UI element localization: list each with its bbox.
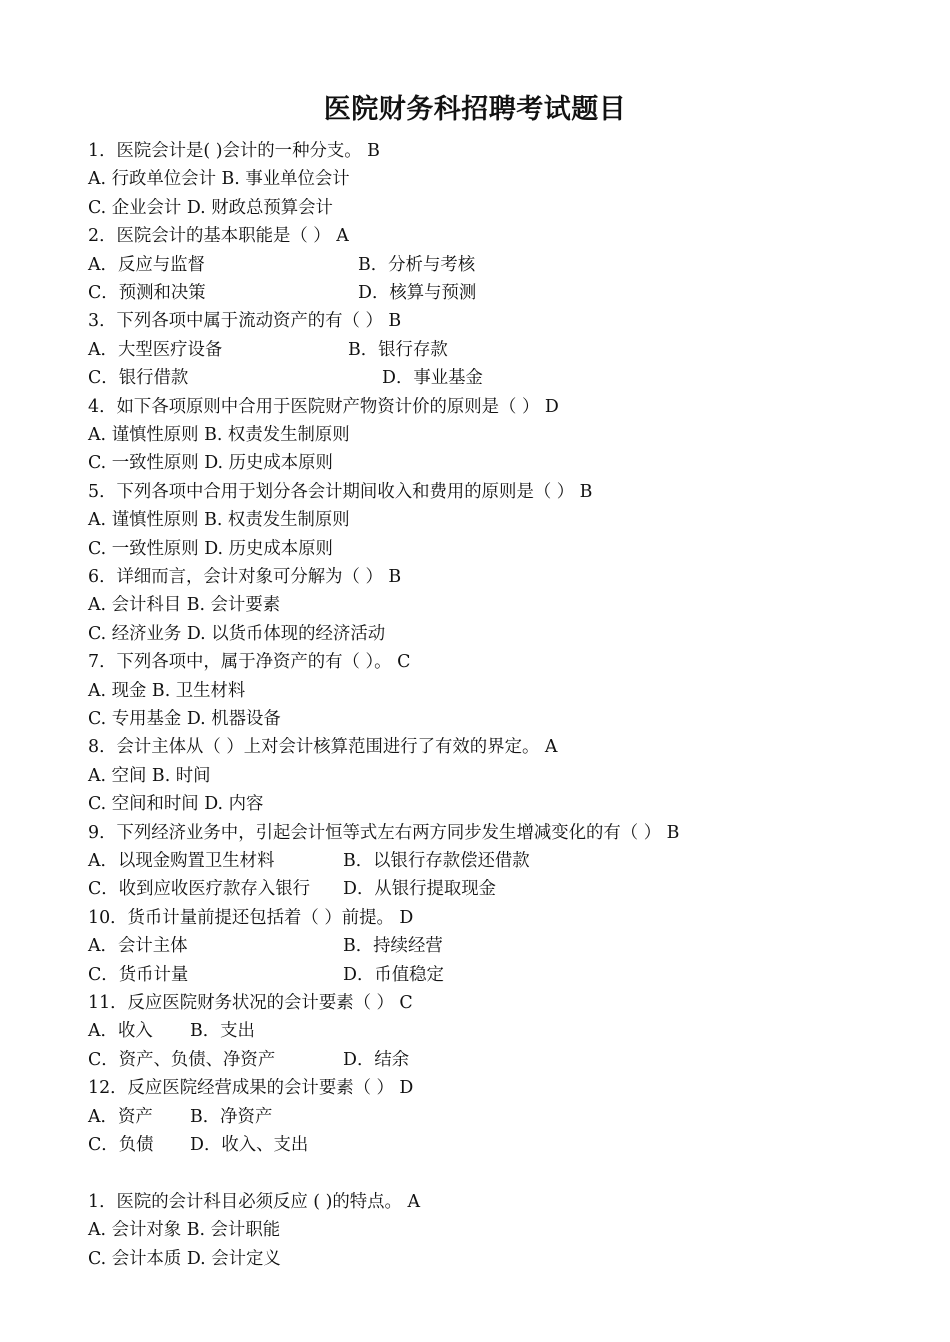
option-row [88, 1019, 255, 1043]
option-line: A. 会计对象 B. 会计职能 [88, 1220, 281, 1241]
question-text: 6．详细而言，会计对象可分解为（ ） B [88, 567, 402, 587]
option-line: A. 会计科目 B. 会计要素 [88, 595, 281, 616]
option-row [88, 281, 477, 305]
question-text: 3．下列各项中属于流动资产的有（ ） B [88, 311, 402, 332]
option-left: C．收到应收医疗款存入银行 [88, 879, 310, 900]
option-line: C. 专用基金 D. 机器设备 [88, 709, 281, 729]
question-text: 8．会计主体从（ ）上对会计核算范围进行了有效的界定。 A [88, 737, 558, 758]
option-left: C．货币计量 [88, 964, 189, 985]
option-left: A．大型医疗设备 [88, 339, 223, 360]
option-row [88, 1133, 309, 1157]
option-right: B．支出 [190, 1021, 255, 1042]
question-text: 10．货币计量前提还包括着（ ）前提。 D [88, 907, 414, 928]
option-row [88, 338, 448, 362]
option-right: D．核算与预测 [358, 283, 477, 303]
option-row [88, 366, 483, 390]
option-line: A. 空间 B. 时间 [88, 765, 211, 786]
option-left: C．资产、负债、净资产 [88, 1049, 276, 1070]
option-left: C．负债 [88, 1135, 154, 1155]
option-left: A．资产 [88, 1106, 153, 1127]
option-left: A．反应与监督 [88, 254, 205, 275]
question-text: 1．医院会计是( )会计的一种分支。 B [88, 141, 380, 161]
question-text: 2．医院会计的基本职能是（ ） A [88, 226, 349, 247]
option-left: A．收入 [88, 1021, 153, 1042]
question-text: 4．如下各项原则中合用于医院财产物资计价的原则是（ ） D [88, 396, 559, 417]
question-text: 12．反应医院经营成果的会计要素（ ） D [88, 1078, 414, 1099]
option-row [88, 849, 530, 873]
option-right: D．事业基金 [382, 368, 483, 389]
option-right: B．以银行存款偿还借款 [343, 851, 530, 871]
option-right: B．净资产 [190, 1106, 273, 1127]
question-text: 1．医院的会计科目必须反应 ( )的特点。 A [88, 1191, 421, 1212]
option-right: D．收入、支出 [190, 1135, 309, 1155]
option-row [88, 1105, 273, 1129]
page-title: 医院财务科招聘考试题目 [323, 94, 627, 125]
option-line: C. 一致性原则 D. 历史成本原则 [88, 538, 333, 559]
question-text: 5．下列各项中合用于划分各会计期间收入和费用的原则是（ ） B [88, 481, 593, 502]
option-line: A. 现金 B. 卫生材料 [88, 680, 246, 701]
option-row [88, 1048, 410, 1072]
option-row [88, 934, 443, 958]
question-text: 11．反应医院财务状况的会计要素（ ） C [88, 993, 413, 1013]
option-line: C. 会计本质 D. 会计定义 [88, 1248, 281, 1269]
option-left: A．会计主体 [88, 936, 188, 957]
option-line: C. 空间和时间 D. 内容 [88, 794, 264, 815]
option-left: A．以现金购置卫生材料 [88, 851, 275, 871]
option-right: B．银行存款 [348, 339, 448, 360]
option-left: C．银行借款 [88, 368, 189, 389]
option-right: D．从银行提取现金 [343, 879, 497, 900]
option-right: B．持续经营 [343, 936, 443, 957]
option-line: C. 一致性原则 D. 历史成本原则 [88, 453, 333, 474]
question-text: 7．下列各项中，属于净资产的有（ ）。 C [88, 652, 411, 673]
option-right: B．分析与考核 [358, 254, 476, 275]
option-row [88, 963, 444, 987]
question-text: 9．下列经济业务中，引起会计恒等式左右两方同步发生增减变化的有（ ） B [88, 822, 680, 843]
option-line: A. 谨慎性原则 B. 权责发生制原则 [88, 425, 350, 445]
option-line: A. 谨慎性原则 B. 权责发生制原则 [88, 510, 350, 531]
option-line: C. 企业会计 D. 财政总预算会计 [88, 197, 333, 218]
option-line: C. 经济业务 D. 以货币体现的经济活动 [88, 623, 386, 644]
option-right: D．币值稳定 [343, 964, 444, 985]
option-left: C．预测和决策 [88, 283, 206, 303]
option-row [88, 877, 497, 901]
option-line: A. 行政单位会计 B. 事业单位会计 [88, 169, 350, 190]
option-right: D．结余 [343, 1049, 410, 1070]
option-row [88, 253, 476, 277]
